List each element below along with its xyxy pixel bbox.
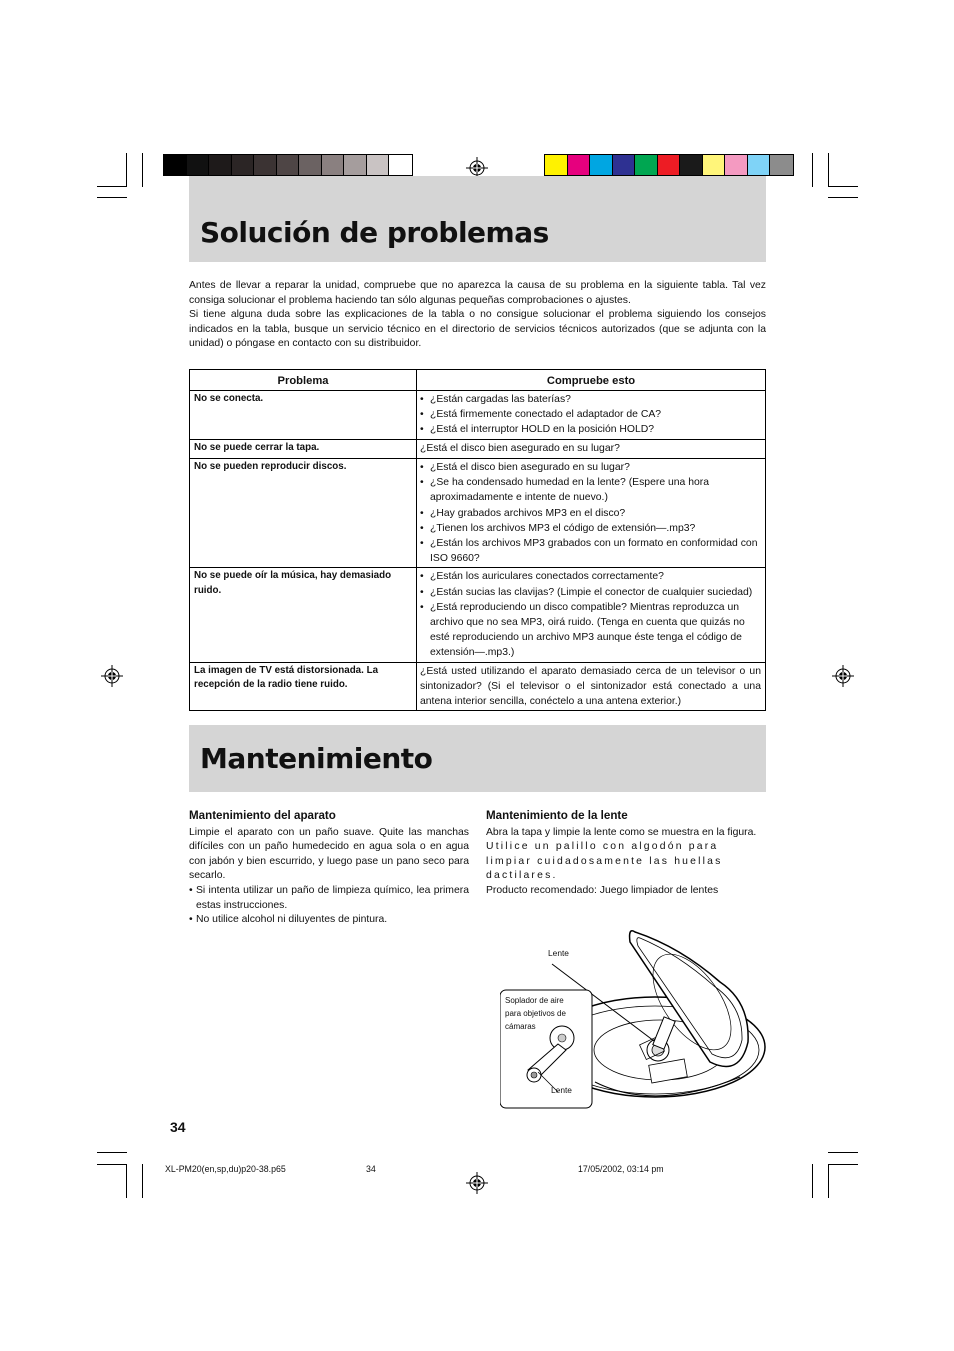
problem-cell: No se conecta.: [190, 391, 417, 440]
list-item: • Si intenta utilizar un paño de limpieza químico, lea primera estas instrucciones.: [189, 884, 469, 913]
color-swatch: [748, 155, 771, 175]
color-swatch: [322, 155, 345, 175]
problem-cell: No se pueden reproducir discos.: [190, 458, 417, 567]
list-item: • ¿Está reproduciendo un disco compatible? Mientras reproduzca un archivo que no sea MP3, oirá ruido. (Tenga en cuenta que quizás no esté reproduciendo un archivo MP3 aunque éste tenga el código de extensión—.mp3.): [420, 600, 761, 661]
lens-maintenance-text: Abra la tapa y limpie la lente como se muestra en la figura.: [486, 826, 757, 838]
list-item: • ¿Están los archivos MP3 grabados con un formato en conformidad con ISO 9660?: [420, 536, 761, 566]
lens-maintenance-text: Producto recomendado: Juego limpiador de lentes: [486, 884, 719, 896]
color-swatch: [658, 155, 681, 175]
header-problem: Problema: [190, 370, 417, 391]
troubleshooting-intro: [189, 279, 766, 352]
color-swatch: [187, 155, 210, 175]
list-item: • ¿Se ha condensado humedad en la lente? (Espere una hora aproximadamente e intente de nuevo.): [420, 475, 761, 505]
list-item: • No utilice alcohol ni diluyentes de pintura.: [189, 913, 469, 928]
list-item: • ¿Están sucias las clavijas? (Limpie el conector de cualquier suciedad): [420, 585, 761, 600]
footer-page: 34: [366, 1164, 376, 1174]
color-swatch: [277, 155, 300, 175]
check-list: [420, 460, 761, 566]
check-cell: [417, 439, 766, 458]
check-cell: [417, 662, 766, 711]
table-row: [190, 391, 766, 440]
footer-file: XL-PM20(en,sp,du)p20-38.p65: [165, 1164, 286, 1174]
color-swatch: [367, 155, 390, 175]
color-swatch: [389, 155, 412, 175]
air-blower-label: Soplador de aire para objetivos de cámaras: [505, 996, 566, 1031]
list-item: • ¿Tienen los archivos MP3 el código de extensión—.mp3?: [420, 521, 761, 536]
lens-cleaning-figure: [500, 922, 766, 1110]
registration-mark-icon: [466, 1172, 488, 1194]
color-swatch: [613, 155, 636, 175]
table-header-row: [190, 370, 766, 391]
lens-label-bottom: Lente: [551, 1085, 572, 1095]
intro-paragraph: Antes de llevar a reparar la unidad, compruebe que no aparezca la causa de su problema en la siguiente tabla. Tal vez consiga solucionar el problema haciendo tan sólo algunas pequeñas comprobaciones o ajustes.: [189, 280, 766, 306]
table-row: [190, 439, 766, 458]
list-item: • ¿Está el interruptor HOLD en la posición HOLD?: [420, 422, 761, 437]
check-text: ¿Está usted utilizando el aparato demasiado cerca de un televisor o un sintonizador? (Si el televisor o el sintonizador está conectado a una antena interior sencilla, conéctelo a una antena exterior.): [420, 665, 761, 707]
table-row: [190, 662, 766, 711]
lens-label-top: Lente: [548, 948, 569, 958]
color-swatch: [725, 155, 748, 175]
maintenance-title: Mantenimiento: [200, 742, 433, 775]
lens-maintenance-heading: Mantenimiento de la lente: [486, 809, 628, 822]
table-row: [190, 458, 766, 567]
table-body: [190, 391, 766, 711]
grayscale-bars: [163, 154, 413, 176]
check-cell: [417, 391, 766, 440]
check-list: [420, 569, 761, 660]
registration-mark-icon: [101, 665, 123, 687]
list-item: • ¿Está el disco bien asegurado en su lugar?: [420, 460, 761, 475]
troubleshooting-title: Solución de problemas: [200, 216, 549, 249]
color-swatch: [635, 155, 658, 175]
list-item: • ¿Están cargadas las baterías?: [420, 392, 761, 407]
list-item: • ¿Hay grabados archivos MP3 en el disco?: [420, 506, 761, 521]
check-cell: [417, 458, 766, 567]
color-swatch: [545, 155, 568, 175]
color-bars: [544, 154, 794, 176]
check-list: [420, 392, 761, 438]
color-swatch: [680, 155, 703, 175]
color-swatch: [209, 155, 232, 175]
footer-date: 17/05/2002, 03:14 pm: [578, 1164, 664, 1174]
lens-maintenance-section: [486, 809, 766, 899]
check-text: ¿Está el disco bien asegurado en su lugar?: [420, 442, 620, 454]
registration-mark-icon: [832, 665, 854, 687]
lens-maintenance-text: Utilice un palillo con algodón para limpiar cuidadosamente las huellas dactilares.: [486, 841, 723, 882]
check-cell: [417, 568, 766, 662]
problem-cell: No se puede cerrar la tapa.: [190, 439, 417, 458]
color-swatch: [568, 155, 591, 175]
color-swatch: [164, 155, 187, 175]
troubleshooting-table: [189, 369, 766, 711]
list-item: • ¿Están los auriculares conectados correctamente?: [420, 569, 761, 584]
problem-cell: La imagen de TV está distorsionada. La recepción de la radio tiene ruido.: [190, 662, 417, 711]
color-swatch: [299, 155, 322, 175]
header-check: Compruebe esto: [417, 370, 766, 391]
maintenance-banner: [189, 725, 766, 792]
color-swatch: [232, 155, 255, 175]
intro-paragraph: Si tiene alguna duda sobre las explicaciones de la tabla o no consigue solucionar el problema siguiendo los consejos indicados en la tabla, busque un servicio técnico en el directorio de servicios técnicos autorizados (que se adjunta con la unidad) o póngase en contacto con su distribuidor.: [189, 309, 766, 350]
device-maintenance-heading: Mantenimiento del aparato: [189, 809, 336, 822]
device-maintenance-section: [189, 809, 469, 928]
color-swatch: [770, 155, 793, 175]
page-number: 34: [170, 1119, 186, 1135]
color-swatch: [703, 155, 726, 175]
troubleshooting-banner: [189, 176, 766, 262]
table-row: [190, 568, 766, 662]
color-swatch: [590, 155, 613, 175]
color-swatch: [254, 155, 277, 175]
problem-cell: No se puede oír la música, hay demasiado ruido.: [190, 568, 417, 662]
device-maintenance-text: Limpie el aparato con un paño suave. Quite las manchas difíciles con un paño humedecido en agua sola o en agua con jabón y bien escurrido, y luego pase un pano seco para secarlo.: [189, 826, 469, 882]
color-swatch: [344, 155, 367, 175]
list-item: • ¿Está firmemente conectado el adaptador de CA?: [420, 407, 761, 422]
